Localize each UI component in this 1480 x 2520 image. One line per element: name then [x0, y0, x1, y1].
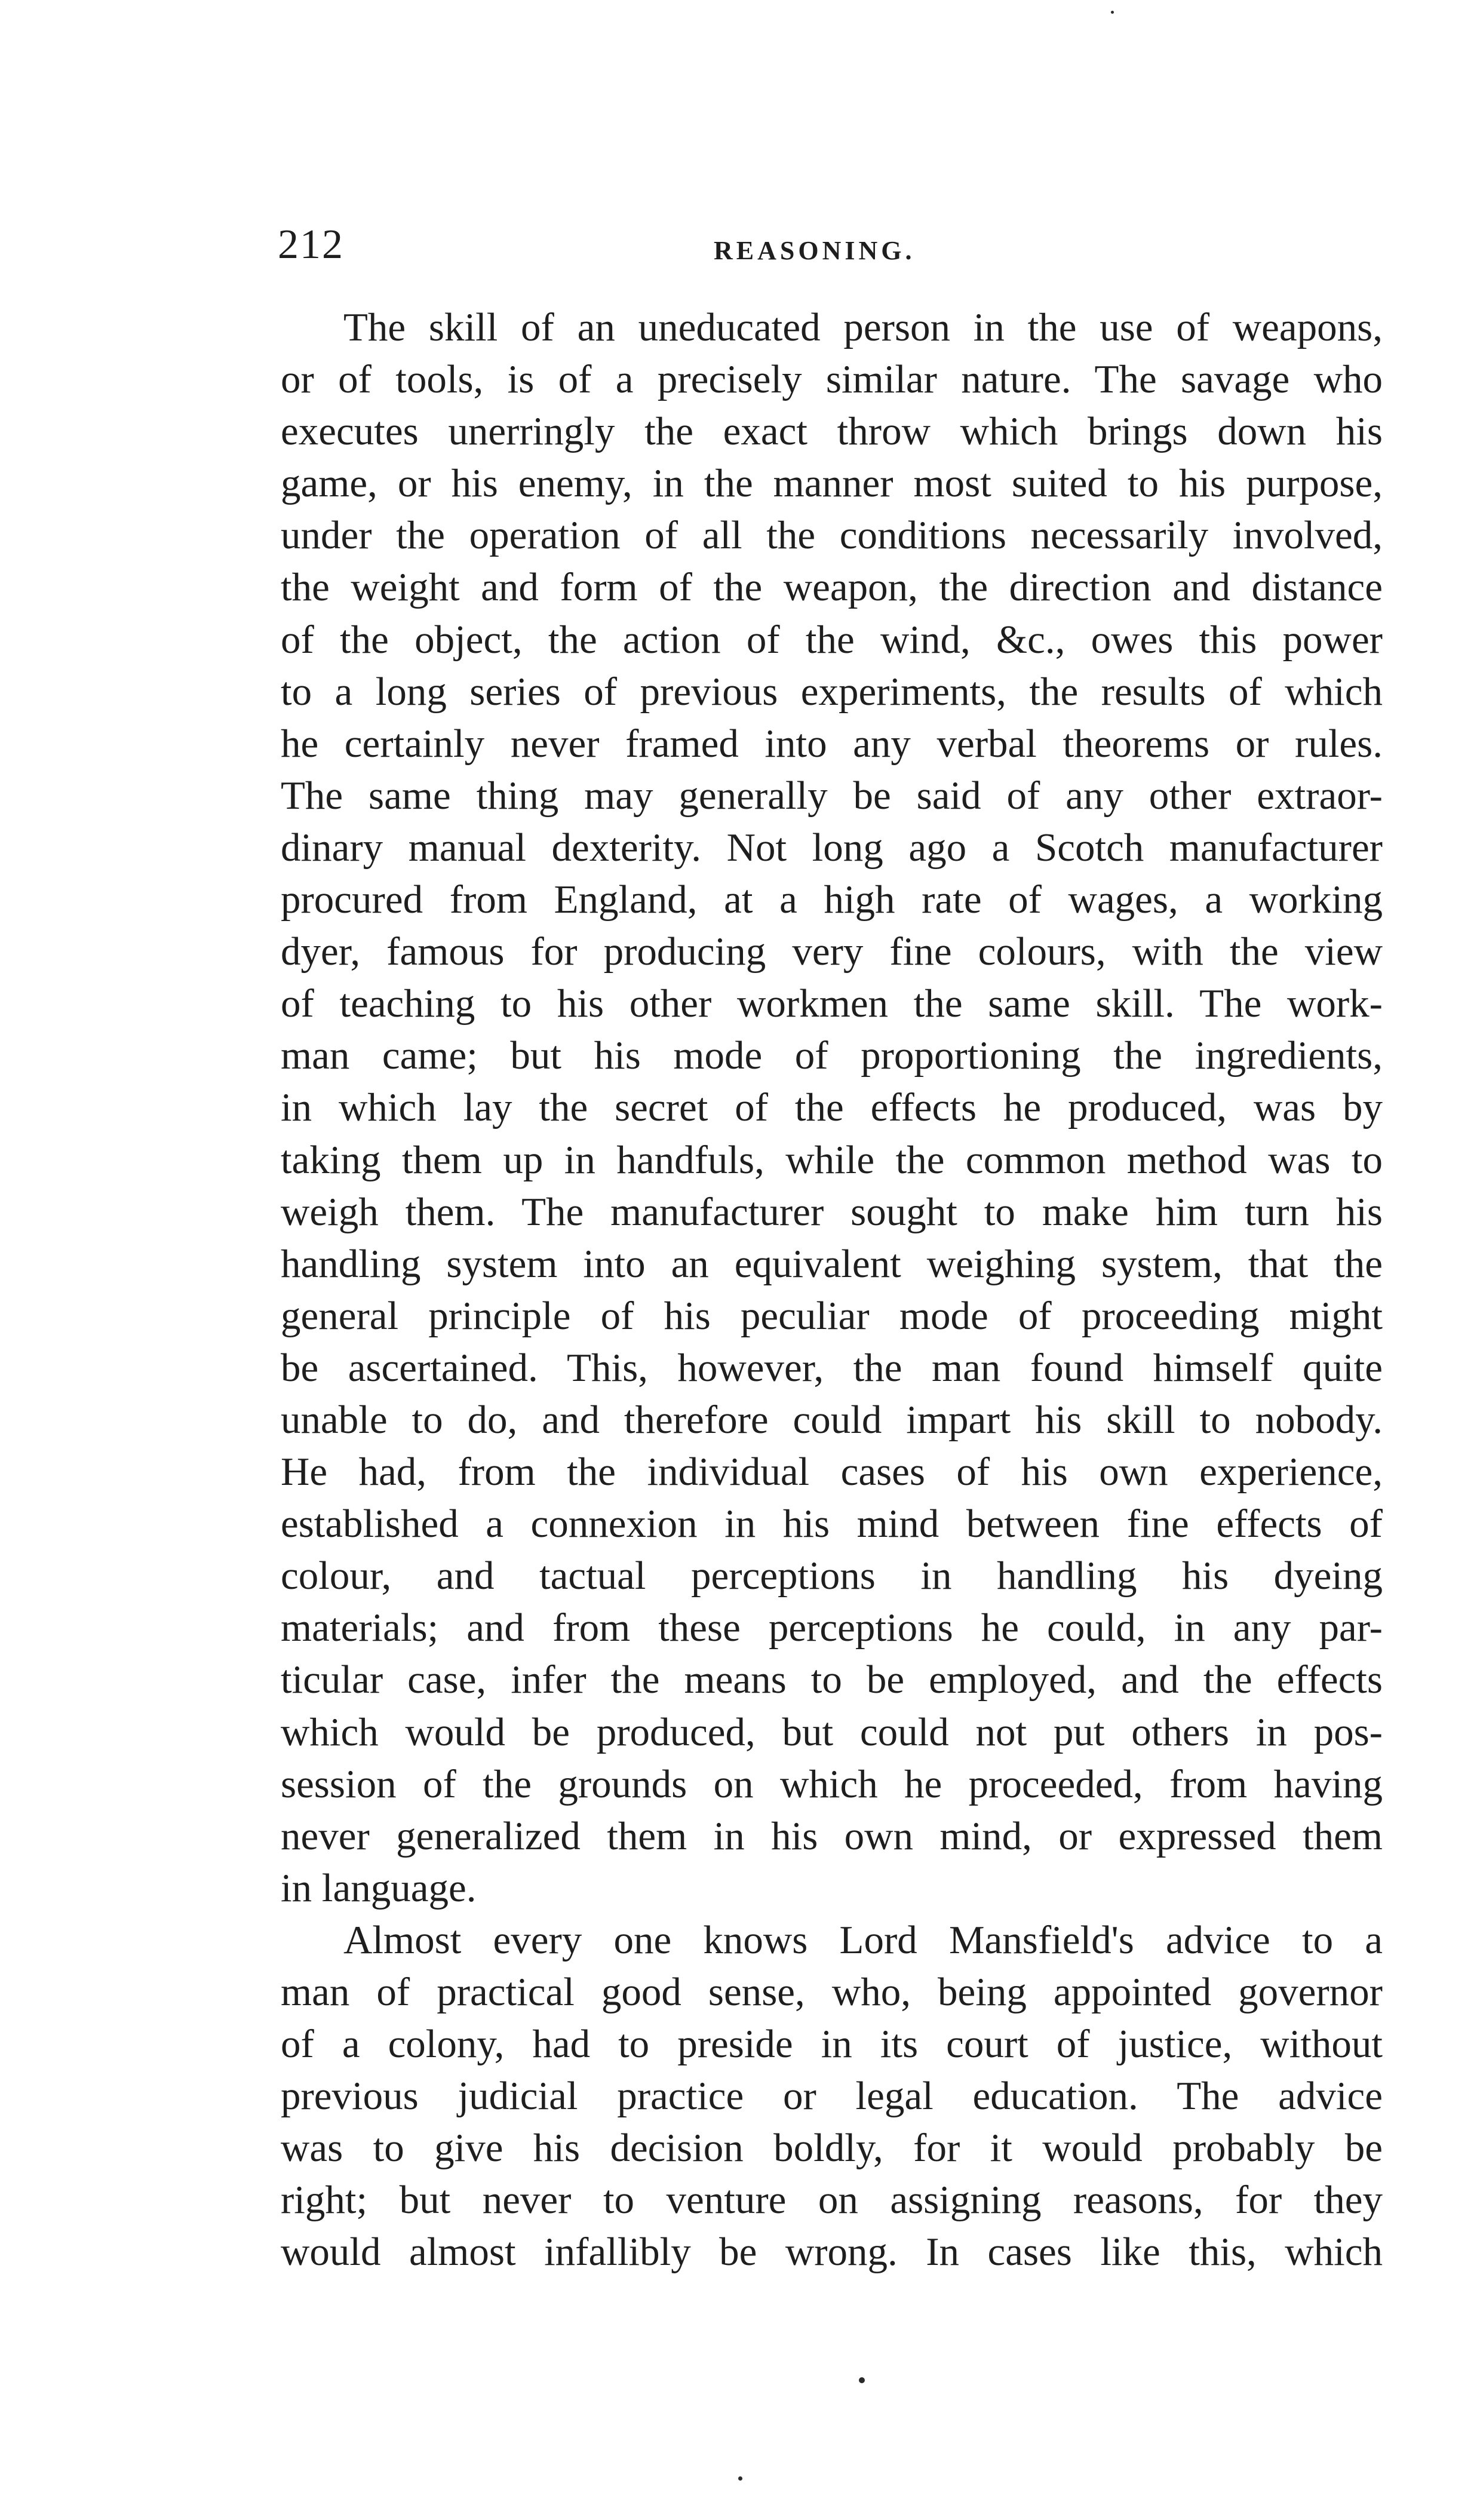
- text-line: or of tools, is of a precisely similar nature. The savage who: [281, 357, 1383, 402]
- text-line: never generalized them in his own mind, or expressed them: [281, 1813, 1383, 1858]
- text-line: to a long series of previous experiments, the results of which: [281, 669, 1383, 714]
- print-speck: [738, 2476, 742, 2481]
- text-line: game, or his enemy, in the manner most suited to his purpose,: [281, 461, 1383, 506]
- text-line: ticular case, infer the means to be employed, and the effects: [281, 1658, 1383, 1702]
- text-line: The skill of an uneducated person in the use of weapons,: [343, 305, 1383, 349]
- text-line: right; but never to venture on assigning reasons, for they: [281, 2178, 1383, 2223]
- text-line: of the object, the action of the wind, &c., owes this power: [281, 617, 1383, 662]
- text-line: colour, and tactual perceptions in handling his dyeing: [281, 1554, 1383, 1598]
- text-line: previous judicial practice or legal education. The advice: [281, 2074, 1383, 2119]
- text-line: he certainly never framed into any verbal theorems or rules.: [281, 721, 1383, 766]
- text-line: dinary manual dexterity. Not long ago a Scotch manufacturer: [281, 825, 1383, 870]
- text-line: in which lay the secret of the effects he produced, was by: [281, 1085, 1383, 1130]
- print-speck: [859, 2377, 865, 2383]
- text-line: dyer, famous for producing very fine colours, with the view: [281, 929, 1383, 974]
- text-line: be ascertained. This, however, the man found himself quite: [281, 1345, 1383, 1390]
- text-line: in language.: [281, 1865, 477, 1910]
- page-number: 212: [278, 222, 344, 268]
- text-line: would almost infallibly be wrong. In cases like this, which: [281, 2230, 1383, 2275]
- text-line: weigh them. The manufacturer sought to make him turn his: [281, 1189, 1383, 1234]
- text-line: of teaching to his other workmen the same skill. The work-: [281, 981, 1383, 1026]
- print-speck: [1111, 11, 1114, 14]
- text-line: The same thing may generally be said of any other extraor-: [281, 773, 1383, 818]
- text-line: was to give his decision boldly, for it would probably be: [281, 2126, 1383, 2171]
- text-line: handling system into an equivalent weighing system, that the: [281, 1241, 1383, 1286]
- text-line: established a connexion in his mind between fine effects of: [281, 1502, 1383, 1546]
- text-line: session of the grounds on which he proceeded, from having: [281, 1761, 1383, 1806]
- running-title: REASONING.: [714, 236, 916, 265]
- text-line: the weight and form of the weapon, the direction and distance: [281, 565, 1383, 610]
- text-line: of a colony, had to preside in its court of justice, without: [281, 2022, 1383, 2067]
- text-line: man came; but his mode of proportioning the ingredients,: [281, 1033, 1383, 1078]
- text-line: under the operation of all the conditions necessarily involved,: [281, 513, 1383, 558]
- text-line: general principle of his peculiar mode of proceeding might: [281, 1293, 1383, 1338]
- text-line: which would be produced, but could not put others in pos-: [281, 1709, 1383, 1754]
- running-head: [278, 221, 1401, 275]
- text-line: taking them up in handfuls, while the common method was to: [281, 1137, 1383, 1182]
- text-body: [281, 302, 1383, 2279]
- text-line: executes unerringly the exact throw which brings down his: [281, 409, 1383, 454]
- text-line: procured from England, at a high rate of wages, a working: [281, 877, 1383, 922]
- text-line: man of practical good sense, who, being appointed governor: [281, 1970, 1383, 2014]
- text-line: materials; and from these perceptions he could, in any par-: [281, 1606, 1383, 1650]
- text-line: Almost every one knows Lord Mansfield's advice to a: [343, 1917, 1383, 1962]
- text-line: unable to do, and therefore could impart his skill to nobody.: [281, 1397, 1383, 1442]
- text-line: He had, from the individual cases of his own experience,: [281, 1450, 1383, 1494]
